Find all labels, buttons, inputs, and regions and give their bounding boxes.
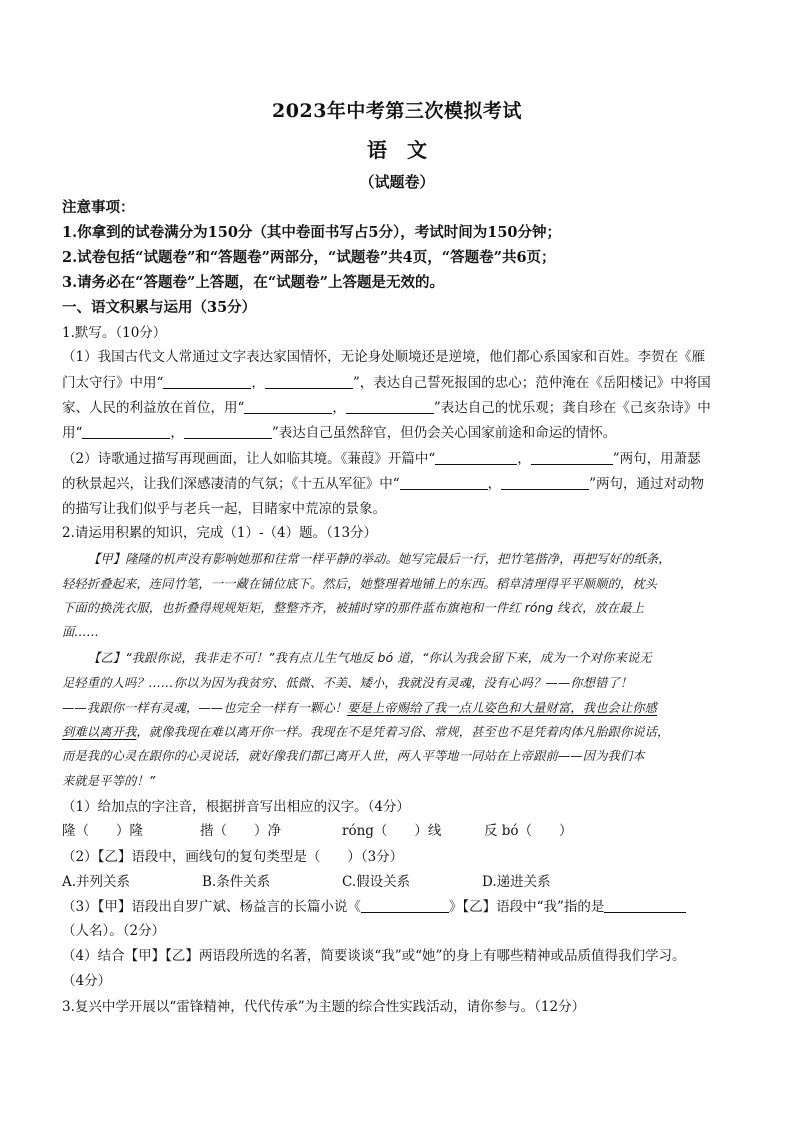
answer-blank[interactable] bbox=[604, 898, 686, 913]
notice-item-1: 1.你拿到的试卷满分为150分（其中卷面书写占5分），考试时间为150分钟； bbox=[62, 224, 562, 241]
q1-p1-line2: 门太守行》中用“ ， ”，表达自己誓死报国的忠心；范仲淹在《岳阳楼记》中将国 bbox=[62, 375, 711, 391]
q2-sub3-line2: （人名）。（2分） bbox=[62, 923, 166, 939]
paper-type: （试题卷） bbox=[359, 173, 435, 191]
answer-blank[interactable] bbox=[265, 374, 353, 389]
pinyin-items-row bbox=[62, 821, 738, 841]
q2-sub2: （2）【乙】语段中，画线句的复句类型是（ ）（3分） bbox=[62, 849, 404, 865]
q2-sub3-line1: （3）【甲】语段出自罗广斌、杨益言的长篇小说《 》【乙】语段中“我”指的是 bbox=[62, 897, 738, 917]
passage-yi-line6: 来就是平等的！” bbox=[62, 774, 156, 788]
answer-blank[interactable] bbox=[163, 374, 251, 389]
pinyin-item: róng（ ）线 bbox=[342, 823, 442, 839]
passage-jia-line4: 面…… bbox=[62, 625, 100, 639]
answer-blank[interactable] bbox=[346, 399, 434, 414]
q1-p2-line1: （2）诗歌通过描写再现画面，让人如临其境。《蒹葭》开篇中“ ， ”两句，用萧瑟 bbox=[62, 451, 701, 467]
passage-jia-line1: 【甲】隆隆的机声没有影响她那和往常一样平静的举动。她写完最后一行，把竹笔揩净，再把写好的纸条， bbox=[88, 552, 671, 566]
option-b[interactable]: B.条件关系 bbox=[202, 874, 271, 890]
answer-blank[interactable] bbox=[244, 399, 332, 414]
answer-blank[interactable] bbox=[501, 475, 589, 490]
q1-p1-line3: 家、人民的利益放在首位，用“ ， ”表达自己的忧乐观；龚自珍在《己亥杂诗》中 bbox=[62, 400, 711, 416]
passage-jia-line3: 下面的换洗衣服，也折叠得规规矩矩，整整齐齐，被捕时穿的那件蓝布旗袍和一件红 róng 线衣，放在最上 bbox=[62, 601, 645, 615]
passage-yi-line4: 到难以离开我，就像我现在难以离开你一样。我现在不是凭着习俗、常规，甚至也不是凭着肉体凡胎跟你说话， bbox=[62, 725, 670, 739]
answer-blank[interactable] bbox=[361, 898, 449, 913]
answer-blank[interactable] bbox=[82, 424, 170, 439]
answer-blank[interactable] bbox=[531, 450, 613, 465]
q1-p2-line2: 的秋景起兴，让我们深感凄清的气氛；《十五从军征》中“ ， ”两句，通过对动物 bbox=[62, 476, 705, 492]
q2-stem: 2.请运用积累的知识，完成（1）-（4）题。（13分） bbox=[62, 525, 378, 541]
passage-yi-line5: 而是我的心灵在跟你的心灵说话，就好像我们都已离开人世，两人平等地一同站在上帝跟前——因为我们本 bbox=[62, 749, 645, 763]
passage-yi-line3: ——我跟你一样有灵魂，——也完全一样有一颗心！要是上帝赐给了我一点儿姿色和大量财富，我也会让你感 bbox=[62, 701, 658, 715]
exam-title: 2023年中考第三次模拟考试 bbox=[272, 100, 522, 122]
answer-blank[interactable] bbox=[400, 475, 488, 490]
q2-sub1: （1）给加点的字注音，根据拼音写出相应的汉字。（4分） bbox=[62, 799, 410, 815]
passage-yi-line2: 足轻重的人吗？……你以为因为我贫穷、低微、不美、矮小，我就没有灵魂，没有心吗？——你想错了！ bbox=[62, 676, 633, 690]
passage-yi-line1: 【乙】“我跟你说，我非走不可！”我有点儿生气地反 bó 道，“你认为我会留下来，成为一个对你来说无 bbox=[88, 651, 652, 665]
pinyin-item: 隆（ ）隆 bbox=[62, 823, 143, 839]
option-a[interactable]: A.并列关系 bbox=[62, 874, 131, 890]
option-c[interactable]: C.假设关系 bbox=[342, 874, 411, 890]
q1-p1-line4: 用“ ， ”表达自己虽然辞官，但仍会关心国家前途和命运的情怀。 bbox=[62, 425, 617, 441]
pinyin-item: 反 bó（ ） bbox=[484, 823, 573, 839]
notice-item-3: 3.请务必在“答题卷”上答题，在“试题卷”上答题是无效的。 bbox=[62, 274, 444, 291]
section-1-heading: 一、语文积累与运用（35分） bbox=[62, 299, 257, 316]
answer-blank[interactable] bbox=[184, 424, 272, 439]
q3-stem: 3.复兴中学开展以“雷锋精神，代代传承”为主题的综合性实践活动，请你参与。（12分） bbox=[62, 999, 586, 1015]
subject-title: 语 文 bbox=[367, 138, 427, 162]
pinyin-item: 揩（ ）净 bbox=[200, 823, 281, 839]
options-row bbox=[62, 872, 738, 892]
notice-heading: 注意事项： bbox=[62, 199, 135, 216]
passage-jia-line2: 轻轻折叠起来，连同竹笔，一一藏在铺位底下。然后，她整理着地铺上的东西。稻草清理得平平顺顺的，枕头 bbox=[62, 577, 658, 591]
notice-item-2: 2.试卷包括“试题卷”和“答题卷”两部分，“试题卷”共4页，“答题卷”共6页； bbox=[62, 249, 556, 266]
q1-stem: 1.默写。（10分） bbox=[62, 325, 167, 341]
q2-sub4-line1: （4）结合【甲】【乙】两语段所选的名著，简要谈谈“我”或“她”的身上有哪些精神或品质值得我们学习。 bbox=[62, 948, 686, 964]
option-d[interactable]: D.递进关系 bbox=[482, 874, 551, 890]
q1-p2-line3: 的描写让我们似乎与老兵一起，目睹家中荒凉的景象。 bbox=[62, 501, 386, 517]
q2-sub4-line2: （4分） bbox=[62, 973, 112, 989]
answer-blank[interactable] bbox=[435, 450, 517, 465]
underlined-sentence: 要是上帝赐给了我一点儿姿色和大量财富，我也会让你感 bbox=[347, 701, 658, 715]
q1-p1-line1: （1）我国古代文人常通过文字表达家国情怀，无论身处顺境还是逆境，他们都心系国家和百姓。李贺在《雁 bbox=[62, 349, 706, 365]
underlined-sentence: 到难以离开我 bbox=[62, 725, 137, 739]
